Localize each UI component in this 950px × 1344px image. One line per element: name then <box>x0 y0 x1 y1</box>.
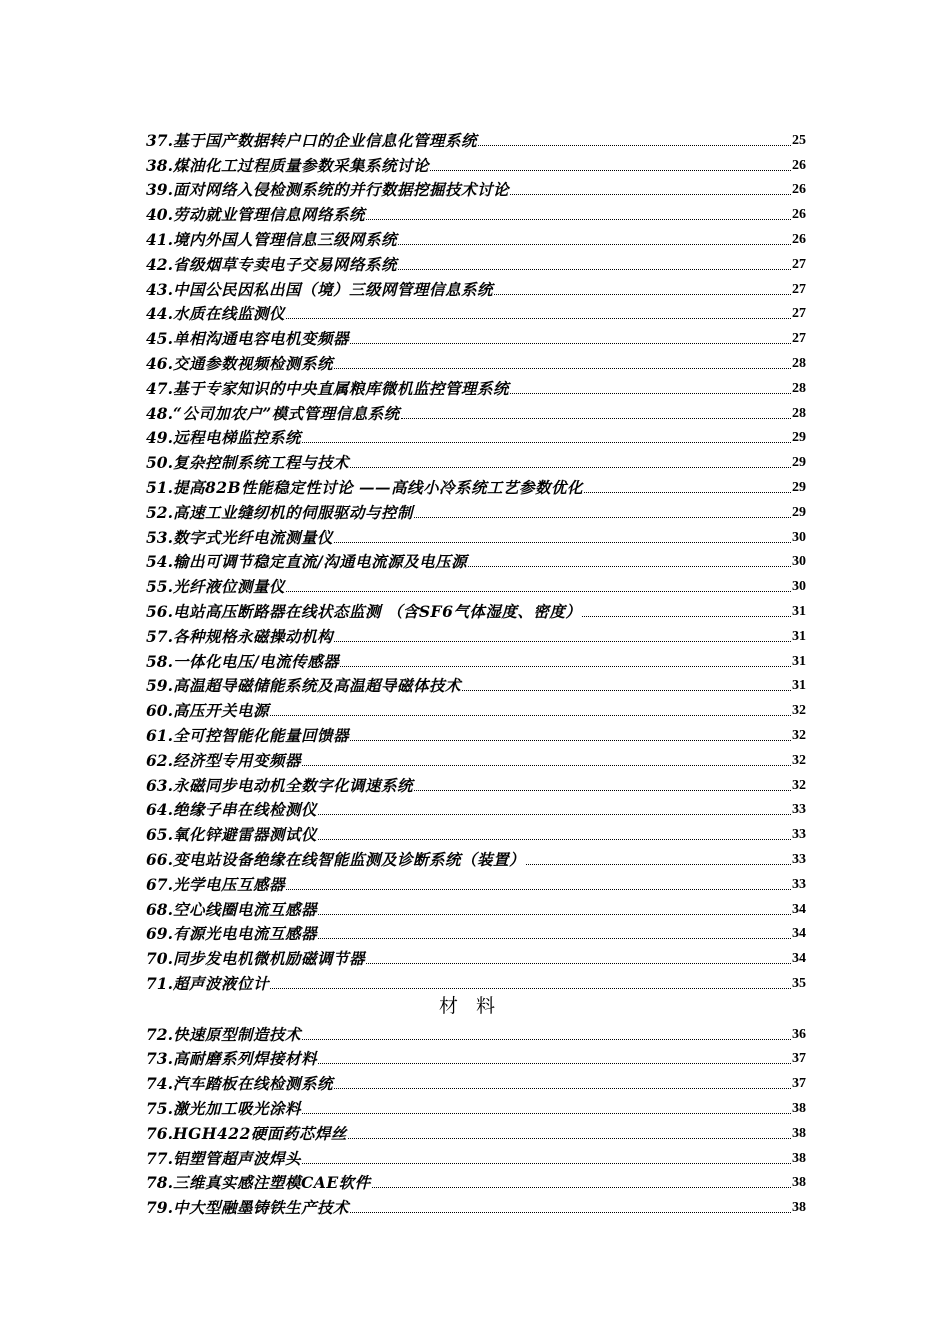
toc-entry-page: 27 <box>792 256 806 272</box>
toc-entry-number: 59. <box>146 676 173 696</box>
toc-entry[interactable] <box>146 869 806 894</box>
toc-entry[interactable] <box>146 299 806 324</box>
toc-entry-number: 48. <box>146 403 173 423</box>
toc-leader-dots <box>302 1039 791 1040</box>
toc-entry-title: 远程电梯监控系统 <box>172 428 301 448</box>
toc-entry-page: 29 <box>792 479 806 495</box>
toc-entry-number: 47. <box>146 378 173 398</box>
toc-entry-page: 36 <box>792 1026 806 1042</box>
toc-entry[interactable] <box>146 398 806 423</box>
toc-leader-dots <box>350 467 791 468</box>
toc-entry-title: 基于专家知识的中央直属粮库微机监控管理系统 <box>172 378 509 398</box>
toc-entry[interactable] <box>146 547 806 572</box>
toc-entry[interactable] <box>146 323 806 348</box>
toc-leader-dots <box>414 790 791 791</box>
toc-entry-title: 交通参数视频检测系统 <box>172 353 333 373</box>
toc-entry[interactable] <box>146 1143 806 1168</box>
toc-entry-title: HGH422硬面药芯焊丝 <box>172 1123 347 1143</box>
toc-entry[interactable] <box>146 373 806 398</box>
toc-entry-page: 34 <box>792 926 806 942</box>
toc-entry-number: 73. <box>146 1049 173 1069</box>
toc-leader-dots <box>286 591 791 592</box>
toc-entry[interactable] <box>146 571 806 596</box>
toc-entry-page: 29 <box>792 504 806 520</box>
toc-group-1 <box>146 125 806 993</box>
toc-entry[interactable] <box>146 919 806 944</box>
toc-entry-page: 27 <box>792 281 806 297</box>
toc-entry-title: 提高82B性能稳定性讨论 ——高线小冷系统工艺参数优化 <box>172 477 584 497</box>
toc-entry-number: 71. <box>146 973 173 993</box>
toc-entry-page: 25 <box>792 132 806 148</box>
toc-entry-page: 31 <box>792 603 806 619</box>
toc-leader-dots <box>334 641 791 642</box>
toc-entry-page: 31 <box>792 653 806 669</box>
toc-entry[interactable] <box>146 596 806 621</box>
toc-entry-title: 中大型融墨铸铁生产技术 <box>172 1198 349 1218</box>
toc-leader-dots <box>270 988 791 989</box>
toc-entry[interactable] <box>146 695 806 720</box>
toc-entry-page: 32 <box>792 777 806 793</box>
toc-entry-number: 65. <box>146 825 173 845</box>
toc-entry-title: 全可控智能化能量回馈器 <box>172 725 349 745</box>
toc-entry[interactable] <box>146 175 806 200</box>
toc-entry-page: 26 <box>792 231 806 247</box>
toc-entry-number: 43. <box>146 279 173 299</box>
toc-entry-title: 超声波液位计 <box>172 973 269 993</box>
toc-entry-number: 75. <box>146 1099 173 1119</box>
toc-entry-number: 51. <box>146 477 173 497</box>
toc-entry-number: 69. <box>146 924 173 944</box>
toc-leader-dots <box>414 517 791 518</box>
toc-entry-title: 输出可调节稳定直流/沟通电流源及电压源 <box>172 552 468 572</box>
toc-entry-title: 三维真实感注塑模CAE软件 <box>172 1173 371 1193</box>
toc-entry[interactable] <box>146 745 806 770</box>
toc-entry[interactable] <box>146 199 806 224</box>
toc-entry-page: 26 <box>792 182 806 198</box>
toc-leader-dots <box>348 1138 791 1139</box>
toc-leader-dots <box>340 666 791 667</box>
toc-entry-title: 铝塑管超声波焊头 <box>172 1148 301 1168</box>
toc-leader-dots <box>350 740 791 741</box>
section-heading: 材料 <box>438 994 513 1017</box>
toc-entry-title: 氧化锌避雷器测试仪 <box>172 825 317 845</box>
toc-entry-number: 54. <box>146 552 173 572</box>
toc-entry-title: 汽车踏板在线检测系统 <box>172 1074 333 1094</box>
toc-entry-page: 32 <box>792 727 806 743</box>
toc-entry-title: 变电站设备绝缘在线智能监测及诊断系统（装置） <box>172 849 525 869</box>
toc-leader-dots <box>318 938 791 939</box>
toc-entry-title: 高压开关电源 <box>172 701 269 721</box>
toc-leader-dots <box>401 418 791 419</box>
toc-entry-title: 永磁同步电动机全数字化调速系统 <box>172 775 413 795</box>
toc-entry-page: 27 <box>792 306 806 322</box>
toc-entry-page: 32 <box>792 703 806 719</box>
toc-entry-number: 44. <box>146 304 173 324</box>
toc-leader-dots <box>478 145 791 146</box>
toc-entry-number: 55. <box>146 577 173 597</box>
toc-entry-page: 30 <box>792 529 806 545</box>
toc-entry-number: 53. <box>146 527 173 547</box>
toc-entry-title: 经济型专用变频器 <box>172 750 301 770</box>
toc-entry-title: 水质在线监测仪 <box>172 304 285 324</box>
toc-entry[interactable] <box>146 1192 806 1217</box>
toc-entry[interactable] <box>146 1093 806 1118</box>
toc-leader-dots <box>584 492 791 493</box>
toc-entry-title: 境内外国人管理信息三级网系统 <box>172 229 397 249</box>
toc-entry[interactable] <box>146 943 806 968</box>
toc-entry-number: 74. <box>146 1074 173 1094</box>
toc-entry[interactable] <box>146 770 806 795</box>
toc-leader-dots <box>468 566 791 567</box>
toc-entry-number: 70. <box>146 949 173 969</box>
toc-entry-number: 38. <box>146 155 173 175</box>
toc-entry-page: 34 <box>792 901 806 917</box>
toc-entry-title: 高速工业缝纫机的伺服驱动与控制 <box>172 502 413 522</box>
toc-entry-title: 快速原型制造技术 <box>172 1024 301 1044</box>
toc-entry-page: 29 <box>792 455 806 471</box>
toc-entry-number: 56. <box>146 601 173 621</box>
toc-leader-dots <box>398 269 791 270</box>
toc-entry-number: 45. <box>146 329 173 349</box>
toc-entry-page: 27 <box>792 331 806 347</box>
toc-leader-dots <box>350 1212 791 1213</box>
toc-entry-number: 52. <box>146 502 173 522</box>
toc-entry[interactable] <box>146 423 806 448</box>
toc-entry-page: 33 <box>792 802 806 818</box>
toc-entry-title: 光纤液位测量仪 <box>172 577 285 597</box>
toc-entry-page: 38 <box>792 1125 806 1141</box>
toc-entry-number: 62. <box>146 750 173 770</box>
toc-leader-dots <box>302 1113 791 1114</box>
toc-leader-dots <box>302 1163 791 1164</box>
toc-entry[interactable] <box>146 472 806 497</box>
toc-leader-dots <box>350 343 791 344</box>
toc-entry-number: 60. <box>146 701 173 721</box>
toc-entry-page: 37 <box>792 1051 806 1067</box>
toc-entry-title: 劳动就业管理信息网络系统 <box>172 205 365 225</box>
toc-leader-dots <box>462 690 791 691</box>
toc-entry[interactable] <box>146 646 806 671</box>
toc-leader-dots <box>302 442 791 443</box>
toc-entry-number: 79. <box>146 1198 173 1218</box>
toc-entry-number: 77. <box>146 1148 173 1168</box>
toc-leader-dots <box>334 368 791 369</box>
toc-entry-number: 46. <box>146 353 173 373</box>
toc-leader-dots <box>334 542 791 543</box>
toc-entry-title: 单相沟通电容电机变频器 <box>172 329 349 349</box>
toc-entry-number: 42. <box>146 254 173 274</box>
toc-entry-title: 激光加工吸光涂料 <box>172 1099 301 1119</box>
toc-entry-page: 31 <box>792 678 806 694</box>
toc-entry[interactable] <box>146 621 806 646</box>
toc-entry-title: 基于国产数据转户口的企业信息化管理系统 <box>172 130 477 150</box>
toc-entry-title: 各种规格永磁操动机构 <box>172 626 333 646</box>
toc-entry[interactable] <box>146 1118 806 1143</box>
toc-entry[interactable] <box>146 497 806 522</box>
toc-leader-dots <box>318 1063 791 1064</box>
toc-entry-number: 61. <box>146 725 173 745</box>
toc-entry-number: 58. <box>146 651 173 671</box>
toc-entry[interactable] <box>146 447 806 472</box>
toc-leader-dots <box>318 914 791 915</box>
toc-entry-title: 有源光电电流互感器 <box>172 924 317 944</box>
toc-entry-title: “公司加农户”模式管理信息系统 <box>172 403 400 423</box>
toc-leader-dots <box>372 1187 791 1188</box>
toc-leader-dots <box>366 219 791 220</box>
toc-leader-dots <box>318 839 791 840</box>
toc-leader-dots <box>286 318 791 319</box>
toc-leader-dots <box>510 194 791 195</box>
toc-entry-page: 38 <box>792 1200 806 1216</box>
toc-entry[interactable] <box>146 125 806 150</box>
toc-leader-dots <box>302 765 791 766</box>
toc-entry[interactable] <box>146 844 806 869</box>
toc-entry-number: 41. <box>146 229 173 249</box>
toc-entry-title: 省级烟草专卖电子交易网络系统 <box>172 254 397 274</box>
toc-entry-page: 28 <box>792 380 806 396</box>
toc-leader-dots <box>582 616 791 617</box>
toc-entry-number: 57. <box>146 626 173 646</box>
toc-entry-number: 78. <box>146 1173 173 1193</box>
toc-entry-title: 光学电压互感器 <box>172 874 285 894</box>
toc-entry-number: 68. <box>146 899 173 919</box>
toc-entry[interactable] <box>146 671 806 696</box>
toc-entry[interactable] <box>146 795 806 820</box>
toc-leader-dots <box>526 864 791 865</box>
toc-entry-title: 同步发电机微机励磁调节器 <box>172 949 365 969</box>
toc-entry-number: 49. <box>146 428 173 448</box>
toc-entry[interactable] <box>146 720 806 745</box>
toc-entry-page: 28 <box>792 405 806 421</box>
toc-entry-title: 中国公民因私出国（境）三级网管理信息系统 <box>172 279 493 299</box>
toc-entry-page: 35 <box>792 975 806 991</box>
toc-entry-title: 空心线圈电流互感器 <box>172 899 317 919</box>
toc-leader-dots <box>494 294 791 295</box>
toc-entry[interactable] <box>146 1044 806 1069</box>
toc-entry-page: 38 <box>792 1150 806 1166</box>
toc-leader-dots <box>286 889 791 890</box>
toc-entry-page: 26 <box>792 207 806 223</box>
toc-entry-page: 33 <box>792 851 806 867</box>
toc-entry[interactable] <box>146 1019 806 1044</box>
toc-entry-page: 34 <box>792 951 806 967</box>
toc-entry[interactable] <box>146 522 806 547</box>
toc-entry-title: 绝缘子串在线检测仪 <box>172 800 317 820</box>
toc-entry-page: 30 <box>792 554 806 570</box>
toc-entry-number: 40. <box>146 205 173 225</box>
toc-entry[interactable] <box>146 224 806 249</box>
toc-entry-page: 38 <box>792 1175 806 1191</box>
toc-entry[interactable] <box>146 274 806 299</box>
toc-entry-page: 30 <box>792 579 806 595</box>
toc-entry[interactable] <box>146 150 806 175</box>
toc-entry-number: 39. <box>146 180 173 200</box>
toc-entry-title: 一体化电压/电流传感器 <box>172 651 340 671</box>
toc-entry-number: 64. <box>146 800 173 820</box>
toc-leader-dots <box>430 170 791 171</box>
toc-entry-number: 50. <box>146 453 173 473</box>
toc-entry[interactable] <box>146 1068 806 1093</box>
toc-entry-number: 63. <box>146 775 173 795</box>
table-of-contents <box>146 125 806 1217</box>
toc-entry-page: 31 <box>792 628 806 644</box>
toc-leader-dots <box>398 244 791 245</box>
toc-entry-title: 高温超导磁储能系统及高温超导磁体技术 <box>172 676 461 696</box>
toc-entry[interactable] <box>146 819 806 844</box>
toc-leader-dots <box>334 1088 791 1089</box>
toc-entry[interactable] <box>146 968 806 993</box>
toc-entry-page: 26 <box>792 157 806 173</box>
toc-entry-page: 33 <box>792 876 806 892</box>
toc-entry-number: 37. <box>146 130 173 150</box>
toc-leader-dots <box>366 963 791 964</box>
toc-entry-title: 煤油化工过程质量参数采集系统讨论 <box>172 155 429 175</box>
toc-entry-title: 数字式光纤电流测量仪 <box>172 527 333 547</box>
toc-leader-dots <box>510 393 791 394</box>
toc-entry-page: 29 <box>792 430 806 446</box>
toc-entry-number: 72. <box>146 1024 173 1044</box>
toc-entry-page: 38 <box>792 1101 806 1117</box>
toc-leader-dots <box>270 715 791 716</box>
toc-entry-page: 37 <box>792 1076 806 1092</box>
toc-entry[interactable] <box>146 894 806 919</box>
toc-entry-title: 高耐磨系列焊接材料 <box>172 1049 317 1069</box>
toc-group-2 <box>146 1019 806 1217</box>
toc-entry-number: 67. <box>146 874 173 894</box>
toc-entry-title: 电站高压断路器在线状态监测 （含SF6气体湿度、密度） <box>172 601 582 621</box>
toc-entry-title: 面对网络入侵检测系统的并行数据挖掘技术讨论 <box>172 180 509 200</box>
toc-entry-title: 复杂控制系统工程与技术 <box>172 453 349 473</box>
toc-entry-page: 32 <box>792 752 806 768</box>
toc-leader-dots <box>318 814 791 815</box>
toc-entry[interactable] <box>146 1168 806 1193</box>
toc-entry[interactable] <box>146 249 806 274</box>
toc-entry[interactable] <box>146 348 806 373</box>
toc-entry-number: 76. <box>146 1123 173 1143</box>
toc-entry-number: 66. <box>146 849 173 869</box>
toc-entry-page: 33 <box>792 827 806 843</box>
toc-entry-page: 28 <box>792 355 806 371</box>
